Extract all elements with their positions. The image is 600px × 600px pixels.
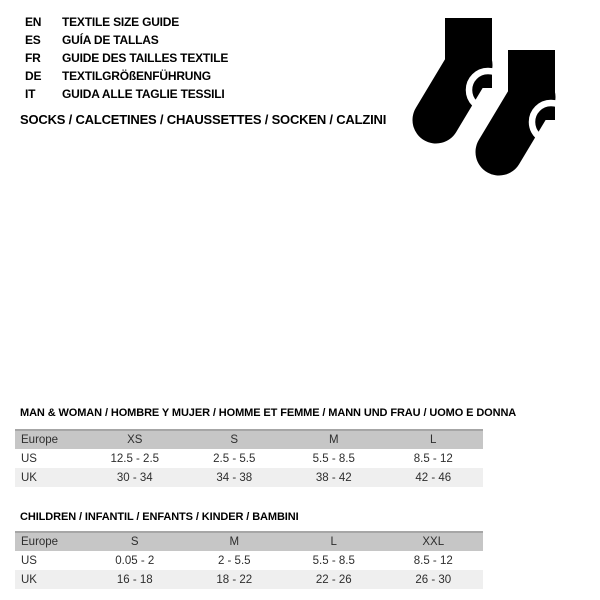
column-header-size: L <box>284 532 384 551</box>
region-cell: US <box>15 449 85 468</box>
language-code: IT <box>25 87 36 101</box>
table-title-children: CHILDREN / INFANTIL / ENFANTS / KINDER / BAMBINI <box>20 511 299 523</box>
language-row <box>25 67 228 85</box>
language-row <box>25 13 228 31</box>
language-label: TEXTILGRÖßENFÜHRUNG <box>62 69 211 83</box>
language-code: FR <box>25 51 41 65</box>
size-cell: 5.5 - 8.5 <box>284 449 384 468</box>
region-cell: UK <box>15 468 85 487</box>
sock-2 <box>499 50 570 152</box>
sock-1 <box>436 18 507 120</box>
language-code: EN <box>25 15 42 29</box>
size-cell: 26 - 30 <box>384 570 484 589</box>
table-title-adult: MAN & WOMAN / HOMBRE Y MUJER / HOMME ET FEMME / MANN UND FRAU / UOMO E DONNA <box>20 407 517 419</box>
size-cell: 30 - 34 <box>85 468 185 487</box>
column-header-size: M <box>185 532 285 551</box>
table-header-row <box>15 532 483 551</box>
size-cell: 18 - 22 <box>185 570 285 589</box>
table-row <box>15 551 483 570</box>
size-cell: 0.05 - 2 <box>85 551 185 570</box>
language-label: GUIDA ALLE TAGLIE TESSILI <box>62 87 225 101</box>
size-cell: 42 - 46 <box>384 468 484 487</box>
column-header-region: Europe <box>15 430 85 449</box>
language-row <box>25 31 228 49</box>
size-table-children <box>15 531 483 589</box>
table-row <box>15 570 483 589</box>
size-cell: 12.5 - 2.5 <box>85 449 185 468</box>
language-row <box>25 85 228 103</box>
size-cell: 2.5 - 5.5 <box>185 449 285 468</box>
column-header-size: XS <box>85 430 185 449</box>
size-cell: 22 - 26 <box>284 570 384 589</box>
size-cell: 8.5 - 12 <box>384 449 484 468</box>
size-cell: 38 - 42 <box>284 468 384 487</box>
column-header-size: S <box>185 430 285 449</box>
size-cell: 16 - 18 <box>85 570 185 589</box>
table-header-row <box>15 430 483 449</box>
size-table-adult-block <box>15 407 517 487</box>
size-cell: 8.5 - 12 <box>384 551 484 570</box>
column-header-size: L <box>384 430 484 449</box>
size-cell: 5.5 - 8.5 <box>284 551 384 570</box>
column-header-size: XXL <box>384 532 484 551</box>
table-row <box>15 468 483 487</box>
column-header-size: S <box>85 532 185 551</box>
size-table-adult <box>15 429 483 487</box>
column-header-size: M <box>284 430 384 449</box>
language-code: ES <box>25 33 41 47</box>
language-label: TEXTILE SIZE GUIDE <box>62 15 180 29</box>
size-cell: 2 - 5.5 <box>185 551 285 570</box>
language-label: GUIDE DES TAILLES TEXTILE <box>62 51 229 65</box>
table-row <box>15 449 483 468</box>
language-row <box>25 49 228 67</box>
column-header-region: Europe <box>15 532 85 551</box>
region-cell: US <box>15 551 85 570</box>
size-table-children-block <box>15 511 483 589</box>
region-cell: UK <box>15 570 85 589</box>
category-title: SOCKS / CALCETINES / CHAUSSETTES / SOCKEN / CALZINI <box>20 112 387 127</box>
size-cell: 34 - 38 <box>185 468 285 487</box>
language-list <box>25 13 228 103</box>
socks-icon <box>398 8 598 188</box>
language-label: GUÍA DE TALLAS <box>62 33 159 47</box>
language-code: DE <box>25 69 42 83</box>
